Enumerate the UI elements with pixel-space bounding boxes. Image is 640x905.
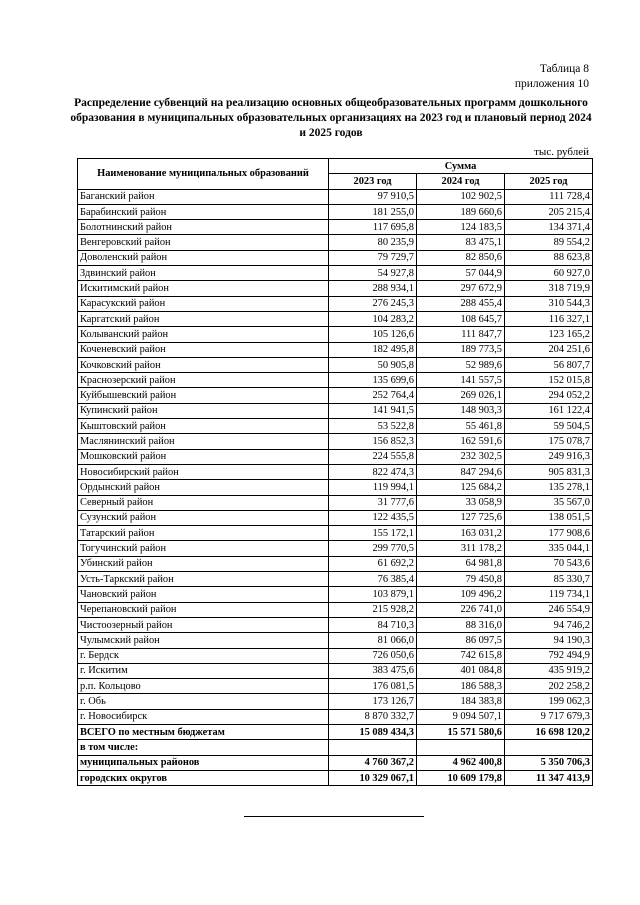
row-value-2025: 202 258,2 (505, 679, 593, 694)
row-value-2023: 224 555,8 (329, 449, 417, 464)
row-value-2025: 134 371,4 (505, 220, 593, 235)
row-value-2025: 905 831,3 (505, 464, 593, 479)
row-value-2024: 109 496,2 (417, 587, 505, 602)
row-value-2024: 742 615,8 (417, 648, 505, 663)
row-value-2023: 215 928,2 (329, 602, 417, 617)
table-row (78, 602, 593, 617)
total-2024: 15 571 580,6 (417, 724, 505, 739)
row-value-2023: 182 495,8 (329, 342, 417, 357)
table-row (78, 189, 593, 204)
municipal-2025: 5 350 706,3 (505, 755, 593, 770)
row-value-2024: 125 684,2 (417, 480, 505, 495)
row-value-2025: 70 543,6 (505, 556, 593, 571)
row-value-2025: 175 078,7 (505, 434, 593, 449)
table-row (78, 709, 593, 724)
row-value-2025: 85 330,7 (505, 572, 593, 587)
total-2023: 15 089 434,3 (329, 724, 417, 739)
row-value-2025: 294 052,2 (505, 388, 593, 403)
row-name: Здвинский район (78, 266, 329, 281)
table-row (78, 403, 593, 418)
units-label: тыс. рублей (534, 146, 589, 158)
row-value-2025: 138 051,5 (505, 510, 593, 525)
row-value-2025: 94 746,2 (505, 617, 593, 632)
row-value-2023: 76 385,4 (329, 572, 417, 587)
row-value-2023: 53 522,8 (329, 419, 417, 434)
row-value-2023: 383 475,6 (329, 663, 417, 678)
row-value-2024: 102 902,5 (417, 189, 505, 204)
table-row (78, 464, 593, 479)
row-name: Черепановский район (78, 602, 329, 617)
row-value-2024: 162 591,6 (417, 434, 505, 449)
row-value-2024: 847 294,6 (417, 464, 505, 479)
row-value-2024: 108 645,7 (417, 311, 505, 326)
table-row (78, 250, 593, 265)
row-value-2025: 119 734,1 (505, 587, 593, 602)
row-value-2025: 56 807,7 (505, 357, 593, 372)
row-value-2025: 205 215,4 (505, 204, 593, 219)
document-title: Распределение субвенций на реализацию основных общеобразовательных программ дошкольного образования в муниципальных образовательных организациях на 2023 год и плановый период 2024 и 2025 годов (70, 97, 592, 139)
row-name: Кыштовский район (78, 419, 329, 434)
table-row (78, 480, 593, 495)
row-value-2023: 31 777,6 (329, 495, 417, 510)
row-value-2025: 89 554,2 (505, 235, 593, 250)
row-name: Усть-Таркский район (78, 572, 329, 587)
row-value-2023: 8 870 332,7 (329, 709, 417, 724)
table-row (78, 556, 593, 571)
row-name: Убинский район (78, 556, 329, 571)
row-value-2025: 135 278,1 (505, 480, 593, 495)
row-value-2023: 84 710,3 (329, 617, 417, 632)
row-name: Купинский район (78, 403, 329, 418)
table-row (78, 495, 593, 510)
row-value-2025: 111 728,4 (505, 189, 593, 204)
table-row (78, 694, 593, 709)
table-row (78, 617, 593, 632)
column-header-2023: 2023 год (329, 174, 417, 189)
row-name: Колыванский район (78, 327, 329, 342)
row-name: Барабинский район (78, 204, 329, 219)
row-value-2023: 104 283,2 (329, 311, 417, 326)
row-value-2023: 79 729,7 (329, 250, 417, 265)
row-value-2025: 123 165,2 (505, 327, 593, 342)
row-value-2023: 822 474,3 (329, 464, 417, 479)
table-row (78, 220, 593, 235)
table-row (78, 633, 593, 648)
row-value-2023: 276 245,3 (329, 296, 417, 311)
row-name: Доволенский район (78, 250, 329, 265)
municipal-2024: 4 962 400,8 (417, 755, 505, 770)
row-value-2023: 155 172,1 (329, 526, 417, 541)
row-value-2025: 249 916,3 (505, 449, 593, 464)
row-value-2023: 156 852,3 (329, 434, 417, 449)
row-value-2025: 204 251,6 (505, 342, 593, 357)
row-name: р.п. Кольцово (78, 679, 329, 694)
table-row (78, 281, 593, 296)
row-value-2023: 61 692,2 (329, 556, 417, 571)
row-value-2025: 199 062,3 (505, 694, 593, 709)
row-name: Болотнинский район (78, 220, 329, 235)
row-name: Северный район (78, 495, 329, 510)
row-name: Куйбышевский район (78, 388, 329, 403)
row-value-2023: 105 126,6 (329, 327, 417, 342)
row-name: Сузунский район (78, 510, 329, 525)
table-row (78, 357, 593, 372)
row-value-2024: 269 026,1 (417, 388, 505, 403)
table-row (78, 434, 593, 449)
row-value-2025: 792 494,9 (505, 648, 593, 663)
including-label: в том числе: (78, 740, 329, 755)
row-value-2024: 184 383,8 (417, 694, 505, 709)
row-name: Тогучинский район (78, 541, 329, 556)
urban-2025: 11 347 413,9 (505, 770, 593, 785)
row-name: Карасукский район (78, 296, 329, 311)
column-header-2024: 2024 год (417, 174, 505, 189)
row-value-2023: 117 695,8 (329, 220, 417, 235)
row-name: Чановский район (78, 587, 329, 602)
row-name: г. Новосибирск (78, 709, 329, 724)
row-value-2024: 57 044,9 (417, 266, 505, 281)
table-row (78, 541, 593, 556)
table-number: Таблица 8 (539, 63, 589, 75)
row-name: Ордынский район (78, 480, 329, 495)
row-value-2023: 103 879,1 (329, 587, 417, 602)
row-value-2023: 176 081,5 (329, 679, 417, 694)
row-value-2024: 127 725,6 (417, 510, 505, 525)
row-value-2023: 173 126,7 (329, 694, 417, 709)
urban-2023: 10 329 067,1 (329, 770, 417, 785)
table-row (78, 266, 593, 281)
row-value-2024: 82 850,6 (417, 250, 505, 265)
row-value-2025: 9 717 679,3 (505, 709, 593, 724)
row-value-2023: 299 770,5 (329, 541, 417, 556)
table-row (78, 373, 593, 388)
total-row (78, 724, 593, 739)
row-name: Мошковский район (78, 449, 329, 464)
table-row (78, 526, 593, 541)
row-name: Кочковский район (78, 357, 329, 372)
row-value-2024: 124 183,5 (417, 220, 505, 235)
table-row (78, 419, 593, 434)
table-row (78, 296, 593, 311)
row-value-2024: 189 660,6 (417, 204, 505, 219)
row-value-2023: 80 235,9 (329, 235, 417, 250)
table-row (78, 679, 593, 694)
row-value-2025: 161 122,4 (505, 403, 593, 418)
row-value-2025: 435 919,2 (505, 663, 593, 678)
total-label: ВСЕГО по местным бюджетам (78, 724, 329, 739)
row-value-2023: 135 699,6 (329, 373, 417, 388)
appendix-reference: приложения 10 (514, 78, 589, 90)
column-header-name: Наименование муниципальных образований (78, 159, 329, 190)
row-value-2024: 226 741,0 (417, 602, 505, 617)
row-name: Новосибирский район (78, 464, 329, 479)
row-value-2025: 246 554,9 (505, 602, 593, 617)
bottom-separator-line (244, 816, 424, 817)
table-row (78, 327, 593, 342)
row-name: Венгеровский район (78, 235, 329, 250)
table-row (78, 235, 593, 250)
row-name: Коченевский район (78, 342, 329, 357)
row-value-2024: 401 084,8 (417, 663, 505, 678)
subvention-table (77, 158, 593, 786)
row-value-2024: 186 588,3 (417, 679, 505, 694)
row-value-2024: 86 097,5 (417, 633, 505, 648)
municipal-districts-row (78, 755, 593, 770)
row-value-2023: 181 255,0 (329, 204, 417, 219)
row-value-2025: 116 327,1 (505, 311, 593, 326)
table-row (78, 510, 593, 525)
table-row (78, 388, 593, 403)
row-value-2023: 54 927,8 (329, 266, 417, 281)
row-name: Татарский район (78, 526, 329, 541)
row-value-2024: 297 672,9 (417, 281, 505, 296)
row-value-2023: 288 934,1 (329, 281, 417, 296)
table-row (78, 663, 593, 678)
row-value-2024: 55 461,8 (417, 419, 505, 434)
column-header-2025: 2025 год (505, 174, 593, 189)
row-name: Баганский район (78, 189, 329, 204)
row-value-2023: 141 941,5 (329, 403, 417, 418)
urban-label: городских округов (78, 770, 329, 785)
table-row (78, 587, 593, 602)
row-value-2025: 35 567,0 (505, 495, 593, 510)
row-value-2024: 163 031,2 (417, 526, 505, 541)
row-value-2025: 88 623,8 (505, 250, 593, 265)
urban-districts-row (78, 770, 593, 785)
row-name: Маслянинский район (78, 434, 329, 449)
table-row (78, 449, 593, 464)
row-value-2024: 148 903,3 (417, 403, 505, 418)
table-row (78, 342, 593, 357)
row-value-2025: 60 927,0 (505, 266, 593, 281)
row-value-2023: 50 905,8 (329, 357, 417, 372)
row-value-2024: 111 847,7 (417, 327, 505, 342)
row-name: г. Искитим (78, 663, 329, 678)
row-value-2023: 119 994,1 (329, 480, 417, 495)
row-value-2025: 152 015,8 (505, 373, 593, 388)
row-value-2024: 64 981,8 (417, 556, 505, 571)
row-name: Краснозерский район (78, 373, 329, 388)
row-value-2024: 88 316,0 (417, 617, 505, 632)
row-name: Чистоозерный район (78, 617, 329, 632)
row-value-2025: 59 504,5 (505, 419, 593, 434)
including-row (78, 740, 593, 755)
row-value-2025: 177 908,6 (505, 526, 593, 541)
row-name: г. Бердск (78, 648, 329, 663)
table-row (78, 648, 593, 663)
row-value-2024: 33 058,9 (417, 495, 505, 510)
row-value-2024: 79 450,8 (417, 572, 505, 587)
municipal-label: муниципальных районов (78, 755, 329, 770)
row-name: Искитимский район (78, 281, 329, 296)
row-value-2024: 311 178,2 (417, 541, 505, 556)
row-value-2024: 189 773,5 (417, 342, 505, 357)
row-value-2024: 52 989,6 (417, 357, 505, 372)
row-value-2024: 288 455,4 (417, 296, 505, 311)
table-row (78, 204, 593, 219)
row-value-2024: 141 557,5 (417, 373, 505, 388)
row-name: Чулымский район (78, 633, 329, 648)
row-value-2024: 83 475,1 (417, 235, 505, 250)
total-2025: 16 698 120,2 (505, 724, 593, 739)
row-value-2025: 318 719,9 (505, 281, 593, 296)
row-value-2023: 97 910,5 (329, 189, 417, 204)
urban-2024: 10 609 179,8 (417, 770, 505, 785)
row-value-2025: 335 044,1 (505, 541, 593, 556)
row-value-2024: 232 302,5 (417, 449, 505, 464)
table-row (78, 311, 593, 326)
row-name: г. Обь (78, 694, 329, 709)
row-value-2025: 94 190,3 (505, 633, 593, 648)
row-value-2023: 252 764,4 (329, 388, 417, 403)
row-name: Каргатский район (78, 311, 329, 326)
row-value-2025: 310 544,3 (505, 296, 593, 311)
row-value-2023: 122 435,5 (329, 510, 417, 525)
table-row (78, 572, 593, 587)
row-value-2024: 9 094 507,1 (417, 709, 505, 724)
municipal-2023: 4 760 367,2 (329, 755, 417, 770)
row-value-2023: 81 066,0 (329, 633, 417, 648)
table-body (78, 189, 593, 724)
column-header-sum: Сумма (329, 159, 593, 174)
row-value-2023: 726 050,6 (329, 648, 417, 663)
